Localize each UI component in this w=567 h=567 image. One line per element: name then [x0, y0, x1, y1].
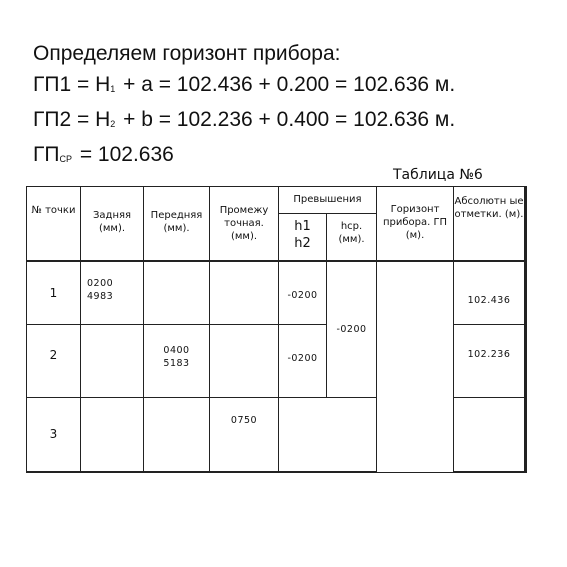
formula-gpcp-rest: = 102.636	[73, 143, 174, 166]
point-number: 3	[49, 426, 58, 441]
cell-back	[81, 397, 144, 472]
header-h2: h2	[294, 236, 311, 251]
cell-horizon	[377, 261, 454, 472]
point-number: 2	[49, 347, 58, 362]
point-number: 1	[49, 285, 58, 300]
header-absolute	[454, 187, 526, 262]
front-reading-bottom: 5183	[163, 357, 190, 369]
h-value: -0200	[287, 352, 318, 364]
table-row	[27, 261, 526, 324]
cell-absolute	[454, 397, 526, 472]
header-intermediate-label: Промежу точная. (мм).	[219, 205, 269, 242]
front-reading-top: 0400	[163, 344, 190, 356]
header-horizon-label: Горизонт прибора. ГП (м).	[382, 204, 448, 241]
header-point-label: № точки	[31, 205, 76, 216]
cell-point	[27, 261, 81, 324]
formula-gpcp-sub: СР	[59, 154, 72, 164]
header-hcp-label: hср. (мм).	[338, 221, 365, 245]
header-horizon	[377, 187, 454, 262]
cell-absolute	[454, 261, 526, 324]
cell-intermediate	[210, 397, 279, 472]
intermediate-value: 0750	[230, 414, 258, 426]
cell-point	[27, 397, 81, 472]
cell-intermediate	[210, 324, 279, 397]
back-reading-bottom: 4983	[87, 291, 114, 302]
header-intermediate	[210, 187, 279, 262]
header-elevations	[279, 187, 377, 262]
cell-front	[144, 397, 210, 472]
cell-h	[279, 324, 327, 397]
cell-h	[279, 261, 327, 324]
cell-point	[27, 324, 81, 397]
formula-gp1-sub: 1	[110, 84, 116, 94]
table-caption: Таблица №6	[393, 167, 483, 183]
cell-back	[81, 261, 144, 324]
header-elevations-label: Превышения	[279, 187, 376, 214]
formulas-block	[33, 38, 455, 174]
formula-gp1-rest: + a = 102.436 + 0.200 = 102.636 м.	[117, 73, 456, 96]
cell-front	[144, 324, 210, 397]
header-h1-h2	[279, 214, 327, 260]
formula-gp2	[33, 104, 455, 139]
hcp-value: -0200	[336, 323, 367, 335]
cell-h-empty	[279, 397, 377, 472]
header-back-label: Задняя (мм).	[92, 210, 132, 234]
header-front	[144, 187, 210, 262]
header-front-label: Передняя (мм).	[150, 210, 203, 234]
absolute-value: 102.436	[467, 295, 511, 306]
header-hcp	[327, 214, 376, 260]
formula-gpcp-prefix: ГП	[33, 143, 60, 166]
back-reading-top: 0200	[87, 278, 114, 289]
formula-gpcp	[33, 139, 455, 174]
cell-hcp	[327, 261, 377, 397]
header-point	[27, 187, 81, 262]
h-value: -0200	[287, 290, 318, 301]
formula-gp2-rest: + b = 102.236 + 0.400 = 102.636 м.	[117, 108, 456, 131]
header-h1: h1	[294, 219, 311, 234]
cell-back	[81, 324, 144, 397]
formula-gp2-sub: 2	[110, 119, 116, 129]
absolute-value: 102.236	[467, 348, 511, 360]
formula-gp1-prefix: ГП1 = Н	[33, 73, 111, 96]
cell-intermediate	[210, 261, 279, 324]
formulas-title: Определяем горизонт прибора:	[33, 42, 341, 65]
cell-absolute	[454, 324, 526, 397]
survey-table	[26, 186, 527, 473]
formula-gp1	[33, 69, 455, 104]
header-absolute-label: Абсолютн ые отметки. (м).	[454, 196, 524, 220]
header-back	[81, 187, 144, 262]
formula-gp2-prefix: ГП2 = Н	[33, 108, 111, 131]
cell-front	[144, 261, 210, 324]
